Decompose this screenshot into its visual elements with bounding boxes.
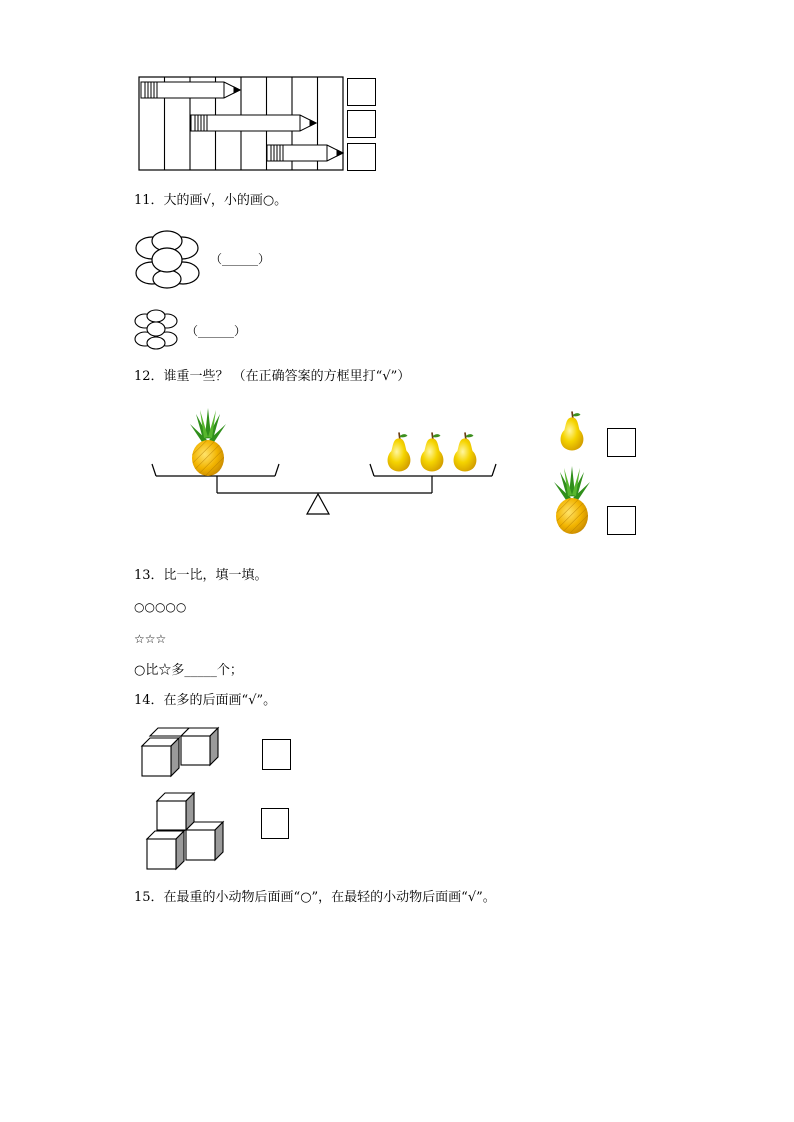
circles-row: ○○○○○ (134, 600, 187, 614)
stars-row: ☆☆☆ (134, 632, 167, 646)
question-11-title: 11．大的画√，小的画○。 (134, 193, 288, 208)
question-13-title: 13．比一比，填一填。 (134, 568, 268, 583)
question-12-title: 12．谁重一些？ （在正确答案的方框里打“√”） (134, 369, 411, 384)
answer-box-cubes-bottom[interactable] (261, 808, 289, 839)
question-15-title: 15．在最重的小动物后面画“○”，在最轻的小动物后面画“√”。 (134, 890, 496, 905)
small-flower-answer-blank[interactable]: （______） (186, 324, 247, 338)
big-flower-answer-blank[interactable]: （______） (210, 252, 271, 266)
question-13-fill-blank[interactable]: ○比☆多_____个； (134, 663, 243, 678)
question-14-title: 14．在多的后面画“√”。 (134, 693, 277, 708)
